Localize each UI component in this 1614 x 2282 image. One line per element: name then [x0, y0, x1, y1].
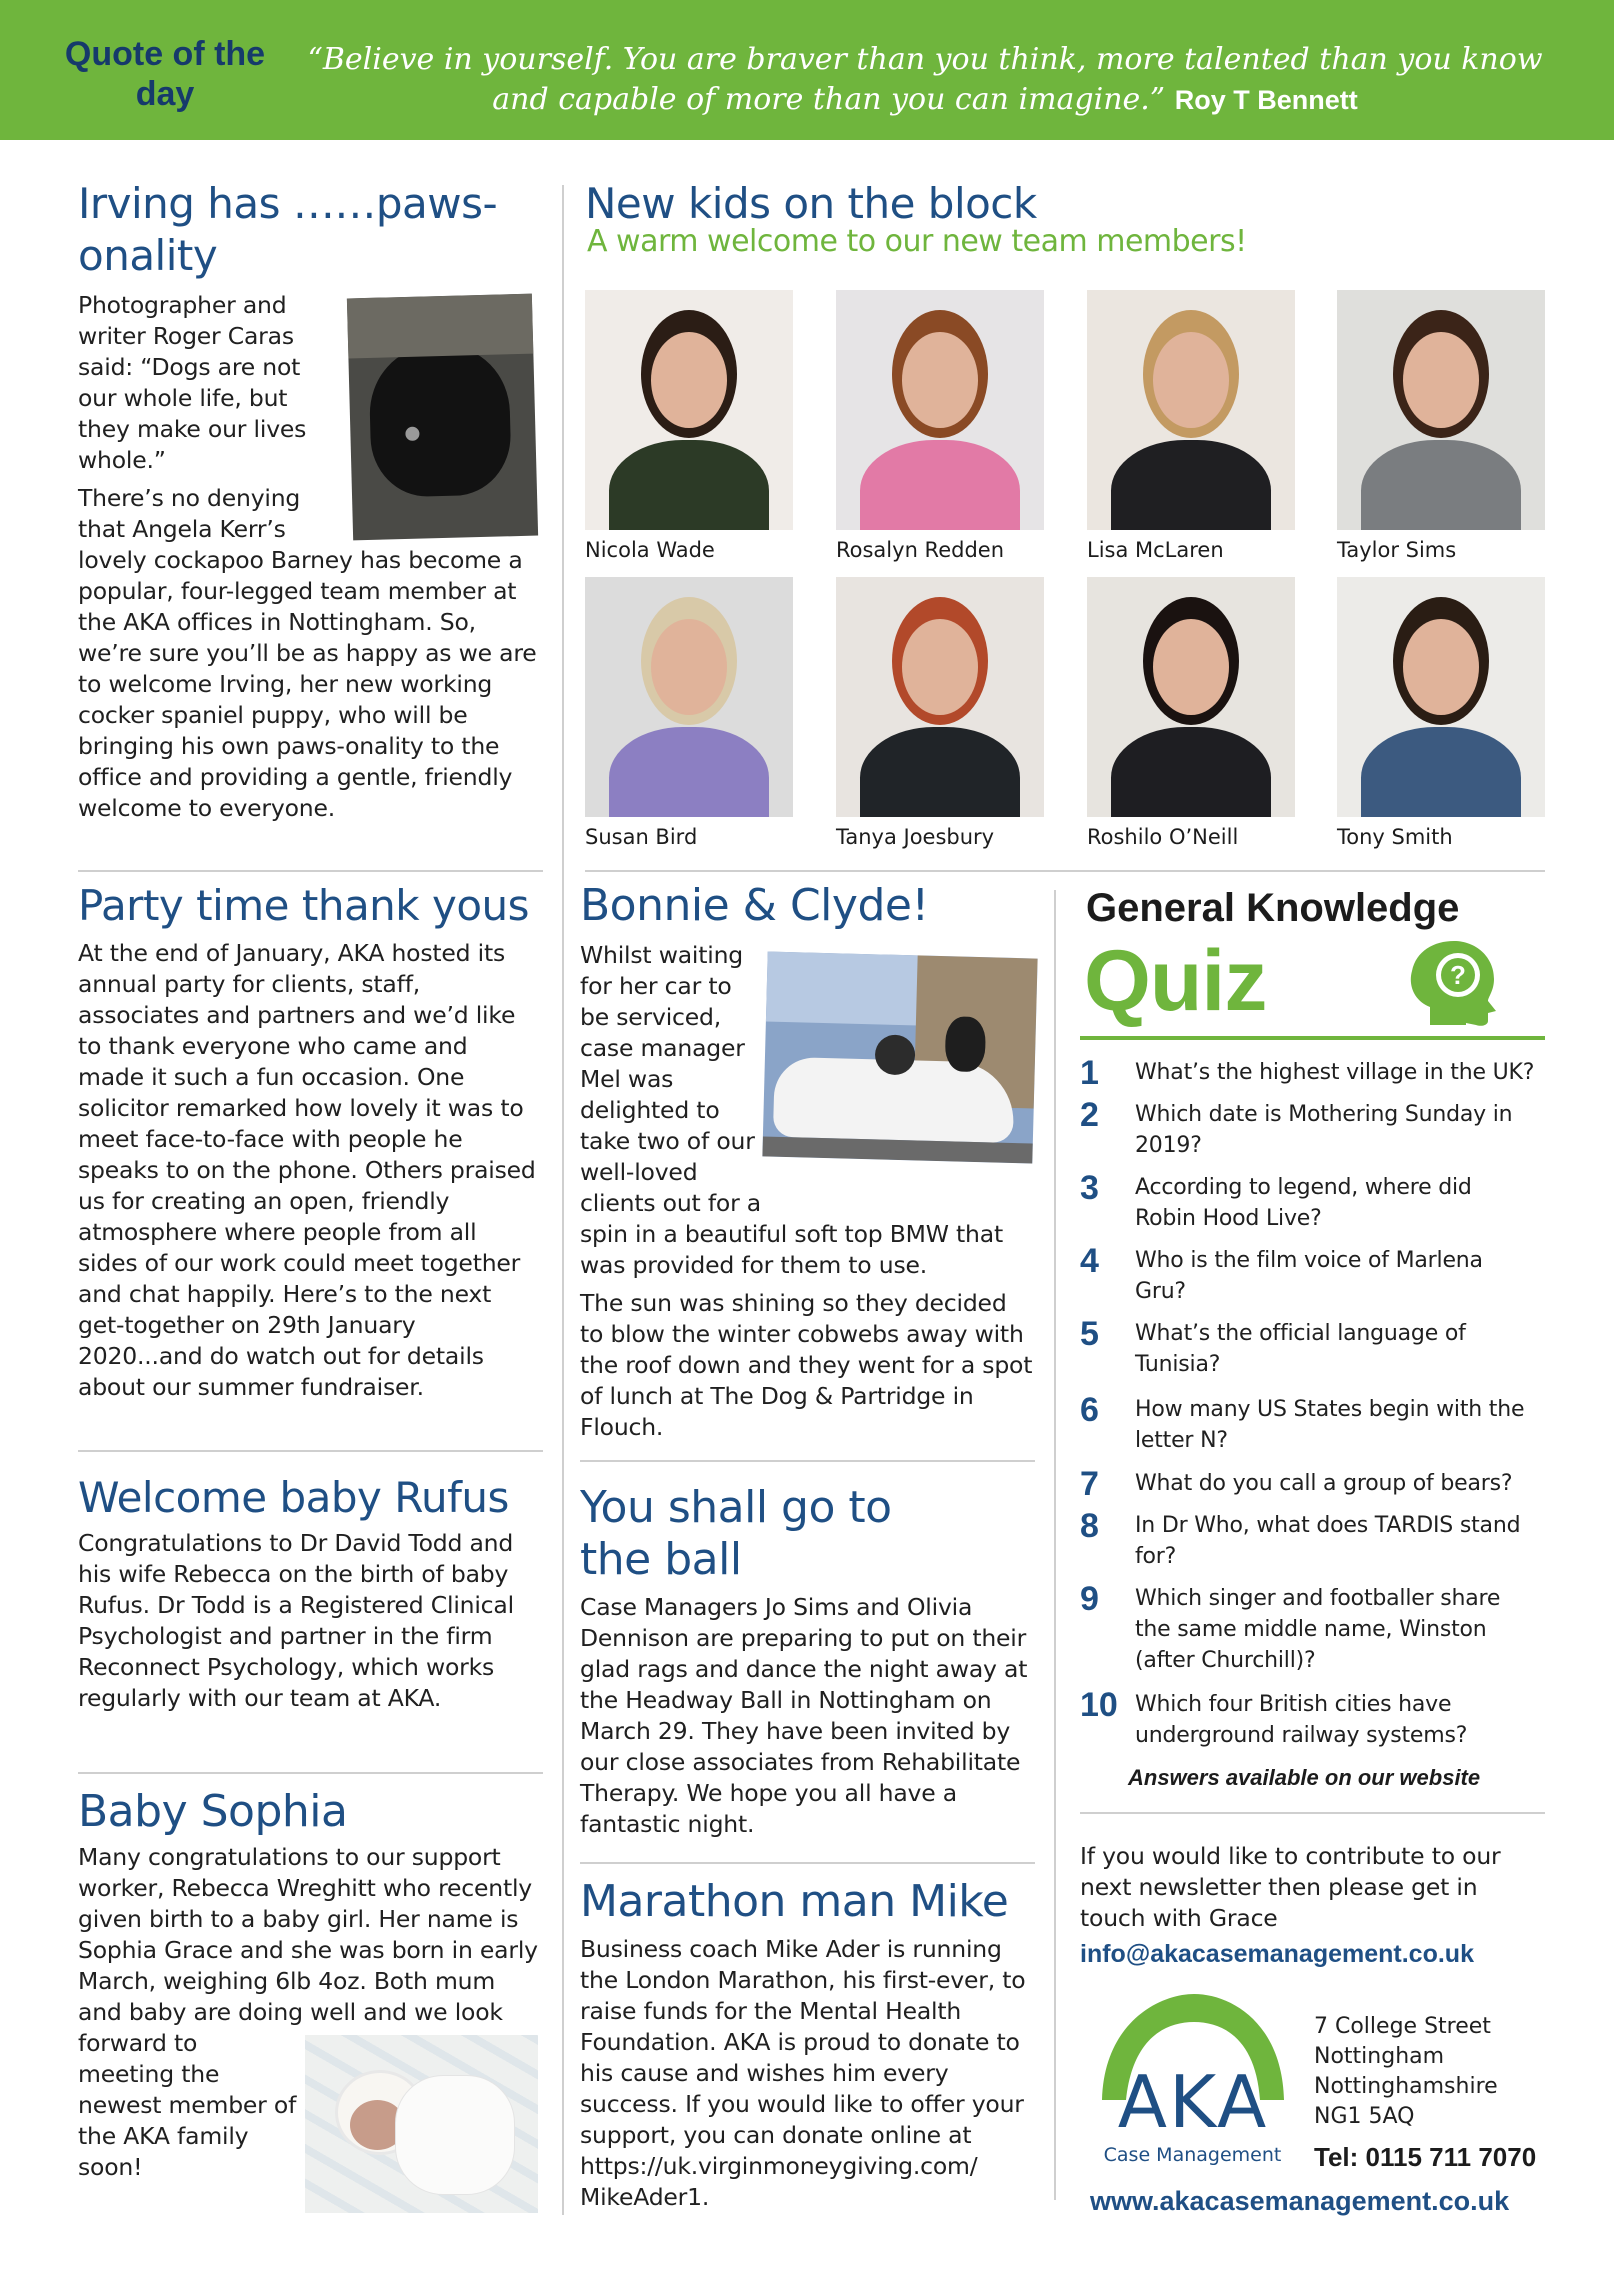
head-question-icon — [1400, 935, 1510, 1030]
quiz-question-number: 9 — [1080, 1580, 1099, 1618]
quiz-question-number: 4 — [1080, 1242, 1099, 1280]
address-line: Nottinghamshire — [1314, 2074, 1498, 2099]
irving-body — [78, 290, 543, 831]
divider-rufus — [78, 1772, 543, 1774]
sophia-title: Baby Sophia — [78, 1786, 348, 1837]
divider-quiz — [1080, 1812, 1545, 1814]
quiz-question-text: Who is the film voice of Marlena Gru? — [1135, 1248, 1483, 1304]
quiz-question-text: According to legend, where did Robin Hood Live? — [1135, 1175, 1472, 1231]
quiz-question-number: 6 — [1080, 1391, 1099, 1429]
bonnie-paragraph-2: The sun was shining so they decided to blow the winter cobwebs away with the roof down and they went for a spot of lunch at The Dog & Partridge in Flouch. — [580, 1289, 1033, 1441]
divider-bonnie — [580, 1460, 1035, 1462]
divider-party — [78, 1450, 543, 1452]
sophia-text: Many congratulations to our support worker, Rebecca Wreghitt who recently given birth to a baby girl. Her name is Sophia Grace and she was born in early March, weighing 6lb 4oz. Both mum and baby are doing well and we look forward to meeting the newest member of the AKA family soon! — [78, 1843, 538, 2181]
quiz-question — [1080, 1580, 1550, 1673]
quote-label: Quote of the day — [64, 35, 266, 113]
newkids-title: New kids on the block — [585, 179, 1037, 228]
telephone[interactable]: Tel: 0115 711 7070 — [1314, 2142, 1537, 2172]
marathon-title: Marathon man Mike — [580, 1876, 1009, 1927]
quiz-heading: General Knowledge — [1086, 886, 1460, 930]
team-photo — [836, 577, 1044, 817]
quiz-question — [1080, 1687, 1550, 1757]
party-title: Party time thank yous — [78, 881, 530, 930]
team-member-name: Roshilo O’Neill — [1087, 825, 1239, 849]
team-member-name: Nicola Wade — [585, 538, 715, 562]
quiz-question-number: 3 — [1080, 1169, 1099, 1207]
team-photo — [1337, 290, 1545, 530]
column-divider-left — [562, 185, 564, 2215]
quiz-question-number: 7 — [1080, 1465, 1099, 1503]
bonnie-title: Bonnie & Clyde! — [580, 880, 929, 931]
contact-text: If you would like to contribute to our next newsletter then please get in touch with Grace — [1080, 1842, 1501, 1932]
quiz-question — [1080, 1316, 1550, 1386]
irving-paragraph-2: There’s no denying that Angela Kerr’s lovely cockapoo Barney has become a popular, four-legged team member at the AKA offices in Nottingham. So, we’re sure you’ll be as happy as we are to welcome Irving, her new working cocker spaniel puppy, who will be bringing his own paws-onality to the office and providing a gentle, friendly welcome to everyone. — [78, 484, 537, 822]
team-photo — [836, 290, 1044, 530]
contact-email[interactable]: info@akacasemanagement.co.uk — [1080, 1940, 1474, 1968]
team-member-name: Rosalyn Redden — [836, 538, 1005, 562]
quiz-question-number: 5 — [1080, 1315, 1099, 1353]
ball-body: Case Managers Jo Sims and Olivia Dennison are preparing to put on their glad rags and dance the night away at the Headway Ball in Nottingham on March 29. They have been invited by our close associates from Rehabilitate Therapy. We hope you all have a fantastic night. — [580, 1593, 1028, 1838]
team-member-name: Taylor Sims — [1337, 538, 1457, 562]
quiz-question-number: 10 — [1080, 1686, 1118, 1724]
quiz-question-text: In Dr Who, what does TARDIS stand for? — [1135, 1513, 1521, 1569]
sophia-body — [78, 1842, 538, 2218]
irving-title: Irving has ……paws-onality — [78, 179, 498, 280]
quiz-question-text: Which date is Mothering Sunday in 2019? — [1135, 1102, 1513, 1158]
quiz-question-text: What’s the official language of Tunisia? — [1135, 1321, 1466, 1377]
party-body: At the end of January, AKA hosted its annual party for clients, staff, associates and partners and we’d like to thank everyone who came and made it such a fun occasion. One solicitor remarked how lovely it was to meet face-to-face with people he speaks to on the phone. Others praised us for creating an open, friendly atmosphere where people from all sides of our work could meet together and chat happily. Here’s to the next get-together on 29th January 2020...and do watch out for details about our summer fundraiser. — [78, 939, 536, 1401]
team-photo — [1087, 290, 1295, 530]
aka-logo-text: AKA — [1117, 2060, 1269, 2144]
quote-text — [300, 40, 1550, 120]
quiz-question-text: What do you call a group of bears? — [1135, 1471, 1513, 1496]
quote-body: “Believe in yourself. You are braver than you think, more talented than you know and capable of more than you can imagine.” — [307, 42, 1543, 117]
quiz-question-number: 8 — [1080, 1507, 1099, 1545]
quiz-question — [1080, 1097, 1550, 1167]
rufus-title: Welcome baby Rufus — [78, 1473, 509, 1522]
quiz-underline — [1080, 1036, 1545, 1040]
team-photo — [1337, 577, 1545, 817]
aka-logo-subtitle: Case Management — [1103, 2144, 1282, 2166]
quiz-question-text: What’s the highest village in the UK? — [1135, 1060, 1535, 1085]
quote-banner — [0, 0, 1614, 140]
divider-ball — [580, 1862, 1035, 1864]
aka-logo — [1090, 1992, 1295, 2172]
bonnie-paragraph-1: Whilst waiting for her car to be serviced, case manager Mel was delighted to take two of our well-loved clients out for a spin in a beautiful soft top BMW that was provided for them to use. — [580, 941, 1003, 1279]
quiz-question — [1080, 1170, 1550, 1240]
team-member-name: Tony Smith — [1337, 825, 1453, 849]
website-link[interactable]: www.akacasemanagement.co.uk — [1090, 2186, 1510, 2216]
address — [1314, 2012, 1498, 2132]
quiz-question-number: 1 — [1080, 1054, 1099, 1092]
team-photo — [585, 290, 793, 530]
column-divider-right — [1054, 890, 1056, 2200]
svg-text:?: ? — [1450, 960, 1466, 990]
team-member-name: Susan Bird — [585, 825, 698, 849]
quote-author: Roy T Bennett — [1174, 85, 1358, 115]
quiz-question-text: How many US States begin with the letter N? — [1135, 1397, 1525, 1453]
ball-title: You shall go to the ball — [580, 1482, 892, 1585]
quiz-question-text: Which four British cities have underground railway systems? — [1135, 1692, 1468, 1748]
quiz-title: Quiz — [1084, 933, 1267, 1029]
team-member-name: Tanya Joesbury — [836, 825, 995, 849]
quiz-question — [1080, 1392, 1550, 1462]
address-line: Nottingham — [1314, 2044, 1445, 2069]
irving-paragraph-1: Photographer and writer Roger Caras said: “Dogs are not our whole life, but they make our lives whole.” — [78, 291, 307, 474]
team-member-name: Lisa McLaren — [1087, 538, 1224, 562]
team-photo — [1087, 577, 1295, 817]
quiz-question-number: 2 — [1080, 1096, 1099, 1134]
rufus-body: Congratulations to Dr David Todd and his wife Rebecca on the birth of baby Rufus. Dr Todd is a Registered Clinical Psychologist and partner in the firm Reconnect Psychology, which works regularly with our team at AKA. — [78, 1529, 514, 1712]
address-line: NG1 5AQ — [1314, 2104, 1415, 2129]
marathon-body: Business coach Mike Ader is running the London Marathon, his first-ever, to raise funds for the Mental Health Foundation. AKA is proud to donate to his cause and wishes him every success. If you would like to offer your support, you can donate online at https://uk.virginmoneygiving.com/ MikeAder1. — [580, 1935, 1026, 2211]
address-line: 7 College Street — [1314, 2014, 1491, 2039]
quiz-question-text: Which singer and footballer share the same middle name, Winston (after Churchill)? — [1135, 1586, 1501, 1673]
quiz-question — [1080, 1243, 1550, 1313]
bonnie-body — [580, 940, 1035, 1450]
quiz-question — [1080, 1508, 1550, 1578]
divider-irving — [78, 870, 543, 872]
team-photo — [585, 577, 793, 817]
quiz-answers-note: Answers available on our website — [1128, 1765, 1481, 1790]
newkids-subtitle: A warm welcome to our new team members! — [587, 224, 1247, 259]
divider-newkids — [585, 870, 1545, 872]
